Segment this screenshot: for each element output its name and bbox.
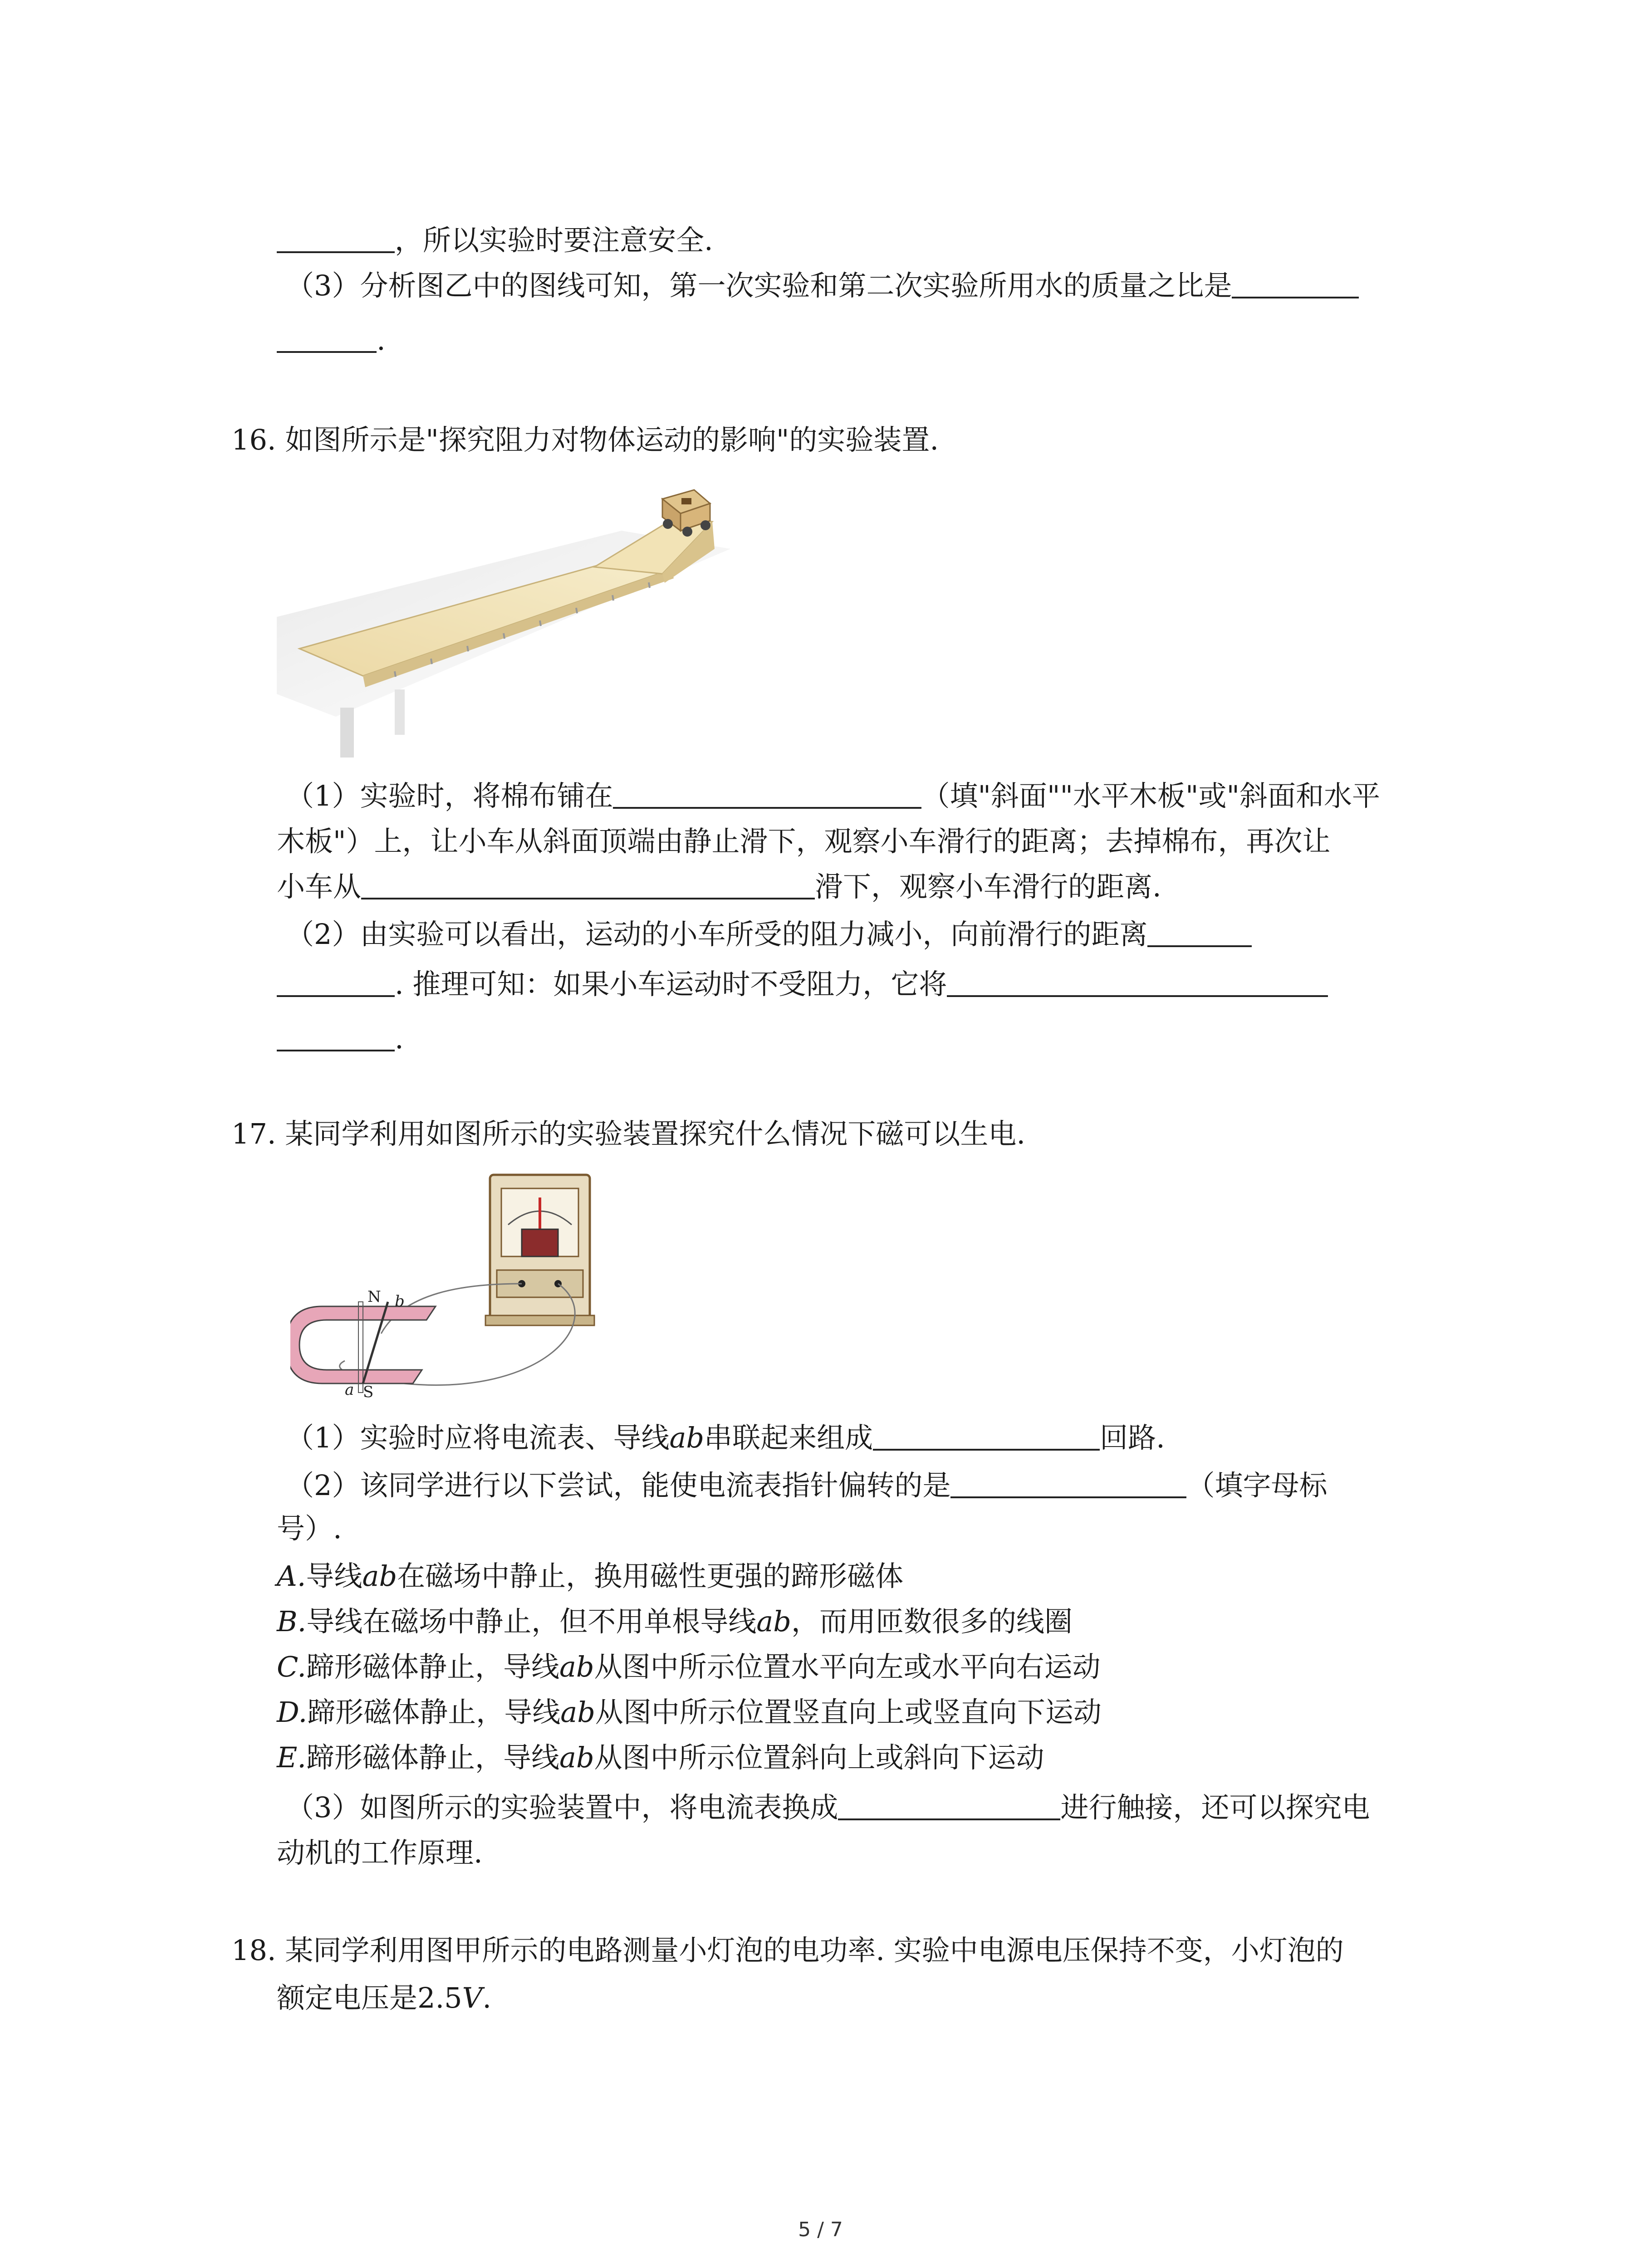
answer-blank[interactable] bbox=[838, 1793, 1060, 1820]
q17-part2-line1: （2）该同学进行以下尝试，能使电流表指针偏转的是 （填字母标 bbox=[286, 1469, 1327, 1502]
q16-part1-line3: 小车从 滑下，观察小车滑行的距离. bbox=[277, 870, 1161, 903]
q17-part3-line2: 动机的工作原理. bbox=[277, 1836, 483, 1869]
question-number: 16. bbox=[231, 423, 276, 456]
answer-blank[interactable] bbox=[947, 970, 1328, 997]
table-leg bbox=[395, 689, 405, 735]
option-a: A.导线ab在磁场中静止，换用磁性更强的蹄形磁体 bbox=[277, 1559, 904, 1593]
q17-stem bbox=[231, 1116, 1025, 1152]
answer-blank[interactable] bbox=[361, 872, 815, 899]
q16-part2-line1: （2）由实验可以看出，运动的小车所受的阻力减小，向前滑行的距离 bbox=[286, 916, 1252, 953]
horseshoe-magnet-icon bbox=[290, 1302, 436, 1393]
q15-part3-line: （3）分析图乙中的图线可知，第一次实验和第二次实验所用水的质量之比是 bbox=[286, 268, 1359, 304]
answer-blank[interactable] bbox=[277, 326, 377, 353]
q16-stem bbox=[231, 422, 939, 458]
answer-blank[interactable] bbox=[277, 970, 395, 997]
question-stem: 某同学利用图甲所示的电路测量小灯泡的电功率. 实验中电源电压保持不变，小灯泡的 bbox=[285, 1934, 1344, 1967]
q15-line1: ，所以实验时要注意安全. bbox=[277, 222, 713, 259]
answer-blank[interactable] bbox=[950, 1471, 1186, 1498]
answer-blank[interactable] bbox=[873, 1423, 1100, 1451]
option-b: B.导线在磁场中静止，但不用单根导线ab，而用匝数很多的线圈 bbox=[277, 1605, 1073, 1638]
conductor-end-label: a bbox=[345, 1381, 354, 1399]
q16-part2-line2: . 推理可知：如果小车运动时不受阻力，它将 bbox=[277, 966, 1328, 1002]
q16-part1-line2: 木板"）上，让小车从斜面顶端由静止滑下，观察小车滑行的距离；去掉棉布，再次让 bbox=[277, 825, 1331, 858]
q17-part1-line: （1）实验时应将电流表、导线ab串联起来组成 回路. bbox=[286, 1421, 1165, 1454]
question-number: 18. bbox=[231, 1934, 276, 1967]
answer-blank[interactable] bbox=[1232, 271, 1359, 298]
conductor-end-label: b bbox=[395, 1292, 405, 1310]
option-c: C.蹄形磁体静止，导线ab从图中所示位置水平向左或水平向右运动 bbox=[277, 1650, 1101, 1683]
option-e: E.蹄形磁体静止，导线ab从图中所示位置斜向上或斜向下运动 bbox=[277, 1741, 1044, 1774]
option-d: D.蹄形磁体静止，导线ab从图中所示位置竖直向上或竖直向下运动 bbox=[277, 1696, 1102, 1729]
question-number: 17. bbox=[231, 1117, 276, 1150]
q16-part2-line3: . bbox=[277, 1021, 404, 1057]
q17-part3-line1: （3）如图所示的实验装置中，将电流表换成 进行触接，还可以探究电 bbox=[286, 1791, 1370, 1824]
answer-blank[interactable] bbox=[277, 1024, 395, 1051]
incline-cart-apparatus-figure bbox=[277, 481, 730, 762]
q17-part2-line2: 号）. bbox=[277, 1512, 342, 1545]
magnet-pole-label: N bbox=[367, 1288, 381, 1306]
electromagnetic-induction-apparatus-figure bbox=[290, 1170, 644, 1406]
q18-line1 bbox=[231, 1932, 1344, 1969]
q15-line3: . bbox=[277, 322, 386, 358]
table-leg bbox=[340, 708, 354, 758]
q16-part1-line1: （1）实验时，将棉布铺在 （填"斜面""水平木板"或"斜面和水平 bbox=[286, 779, 1381, 812]
answer-blank[interactable] bbox=[1147, 920, 1252, 947]
answer-blank[interactable] bbox=[277, 226, 395, 253]
q18-line2: 额定电压是2.5V. bbox=[277, 1981, 492, 2014]
page-number: 5 / 7 bbox=[798, 2218, 843, 2241]
magnet-pole-label: S bbox=[363, 1383, 374, 1401]
answer-blank[interactable] bbox=[613, 782, 921, 809]
question-stem: 如图所示是"探究阻力对物体运动的影响"的实验装置. bbox=[285, 423, 939, 456]
question-stem: 某同学利用如图所示的实验装置探究什么情况下磁可以生电. bbox=[285, 1117, 1026, 1150]
galvanometer-icon bbox=[485, 1175, 594, 1325]
